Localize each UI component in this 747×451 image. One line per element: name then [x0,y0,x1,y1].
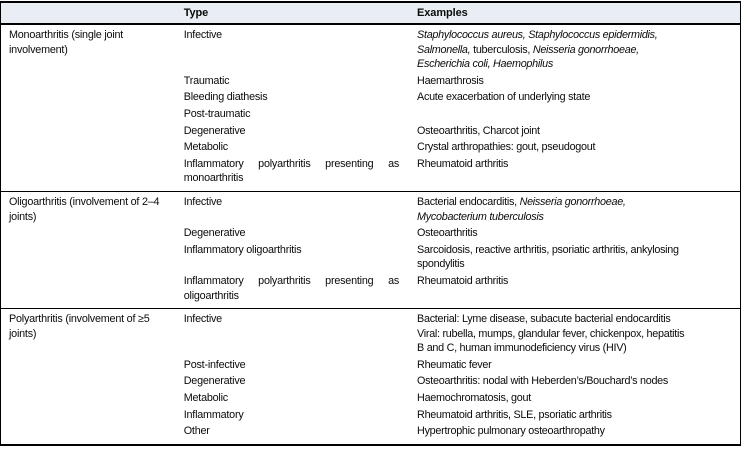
type-cell: Infective [183,195,222,208]
example-line [417,391,734,406]
category-cell: Oligoarthritis (involvement of 2–4 joints) [9,195,160,223]
type-cell: Degenerative [183,375,246,388]
example-line [417,358,734,373]
text-segment: Rheumatic fever [417,358,492,371]
examples-cell [417,73,740,90]
text-segment: Sarcoidosis, reactive arthritis, psoriatic arthritis, ankylosing [417,243,679,256]
type-cell: Infective [183,29,222,41]
example-line [417,424,734,439]
example-line [417,341,734,356]
text-segment: Rheumatoid arthritis [417,157,509,170]
example-line [417,312,734,327]
header-cell-category [1,2,184,24]
text-segment: Crystal arthropathies: gout, pseudogout [417,141,596,154]
text-segment: Bacterial: Lyme disease, subacute bacterial endocarditis [417,313,671,326]
organism-name: Neisseria gonorrhoeae, [519,195,626,208]
text-segment: B and C, human immunodeficiency virus (HIV) [417,342,627,355]
section-oligoarthritis [1,191,741,308]
examples-cell [417,309,740,357]
header-cell-examples: Examples [417,2,740,24]
category-cell: Monoarthritis (single joint involvement) [9,29,124,56]
example-line [417,226,734,241]
examples-cell [417,191,740,225]
example-line [417,408,734,423]
examples-cell [417,373,740,390]
examples-cell [417,123,740,140]
example-line [417,74,734,89]
text-segment: Bacterial endocarditis, [417,195,520,208]
example-line [417,43,734,58]
text-segment: spondylitis [417,258,465,271]
text-segment: Osteoarthritis [417,227,478,240]
example-line [417,90,734,105]
type-cell: Metabolic [183,141,228,154]
example-line [417,28,734,43]
examples-cell [417,139,740,156]
example-line [417,274,734,289]
example-line [417,327,734,342]
examples-cell [417,423,740,445]
examples-cell [417,357,740,374]
table-header [1,2,741,24]
header-row [1,2,741,24]
arthritis-causes-table [0,1,741,446]
section-polyarthritis [1,309,741,445]
examples-cell [417,106,740,123]
section-monoarthritis [1,24,741,191]
examples-cell [417,407,740,424]
organism-name: Neisseria gonorrhoeae, [532,43,639,56]
type-cell: Traumatic [183,74,230,87]
examples-cell [417,156,740,192]
text-segment: Haemarthrosis [417,74,484,87]
example-line [417,210,734,225]
text-segment: Haemochromatosis, gout [417,392,531,405]
organism-name: Salmonella, [417,43,471,56]
text-segment: Hypertrophic pulmonary osteoarthropathy [417,425,605,438]
examples-cell [417,89,740,106]
example-line [417,57,734,72]
example-line [417,243,734,258]
table-row [1,24,741,73]
example-line [417,257,734,272]
examples-cell [417,390,740,407]
organism-name: Escherichia coli, Haemophilus [417,58,553,71]
text-segment: tuberculosis, [470,43,533,56]
type-cell: Infective [183,313,222,326]
examples-cell [417,273,740,309]
text-segment: Viral: rubella, mumps, glandular fever, chickenpox, hepatitis [417,327,685,340]
text-segment: Rheumatoid arthritis [417,274,509,287]
type-cell: Other [183,425,210,438]
examples-cell [417,24,740,73]
examples-cell [417,242,740,273]
text-segment: Osteoarthritis: nodal with Heberden’s/Bouchard’s nodes [417,375,669,388]
example-line [417,140,734,155]
example-line [417,374,734,389]
example-line [417,195,734,210]
example-line [417,124,734,139]
table-row [1,309,741,357]
type-cell: Metabolic [183,392,228,405]
text-segment: Acute exacerbation of underlying state [417,91,591,104]
table-row [1,191,741,225]
type-cell: Inflammatory oligoarthritis [183,243,302,256]
type-cell: Inflammatory [183,408,244,421]
type-cell: Inflammatory polyarthritis presenting as monoarthritis [183,157,400,185]
organism-name: Staphylococcus aureus, Staphylococcus epidermidis, [417,29,658,41]
category-cell: Polyarthritis (involvement of ≥5 joints) [9,313,150,340]
organism-name: Mycobacterium tuberculosis [417,210,544,223]
type-cell: Post-infective [183,358,246,371]
example-line [417,157,734,172]
header-cell-type: Type [184,2,417,24]
type-cell: Degenerative [183,227,246,240]
type-cell: Bleeding diathesis [183,91,268,104]
type-cell: Post-traumatic [183,107,251,120]
examples-cell [417,225,740,242]
text-segment: Osteoarthritis, Charcot joint [417,124,540,137]
type-cell: Inflammatory polyarthritis presenting as oligoarthritis [183,274,400,302]
text-segment: Rheumatoid arthritis, SLE, psoriatic arthritis [417,408,612,421]
type-cell: Degenerative [183,124,246,137]
